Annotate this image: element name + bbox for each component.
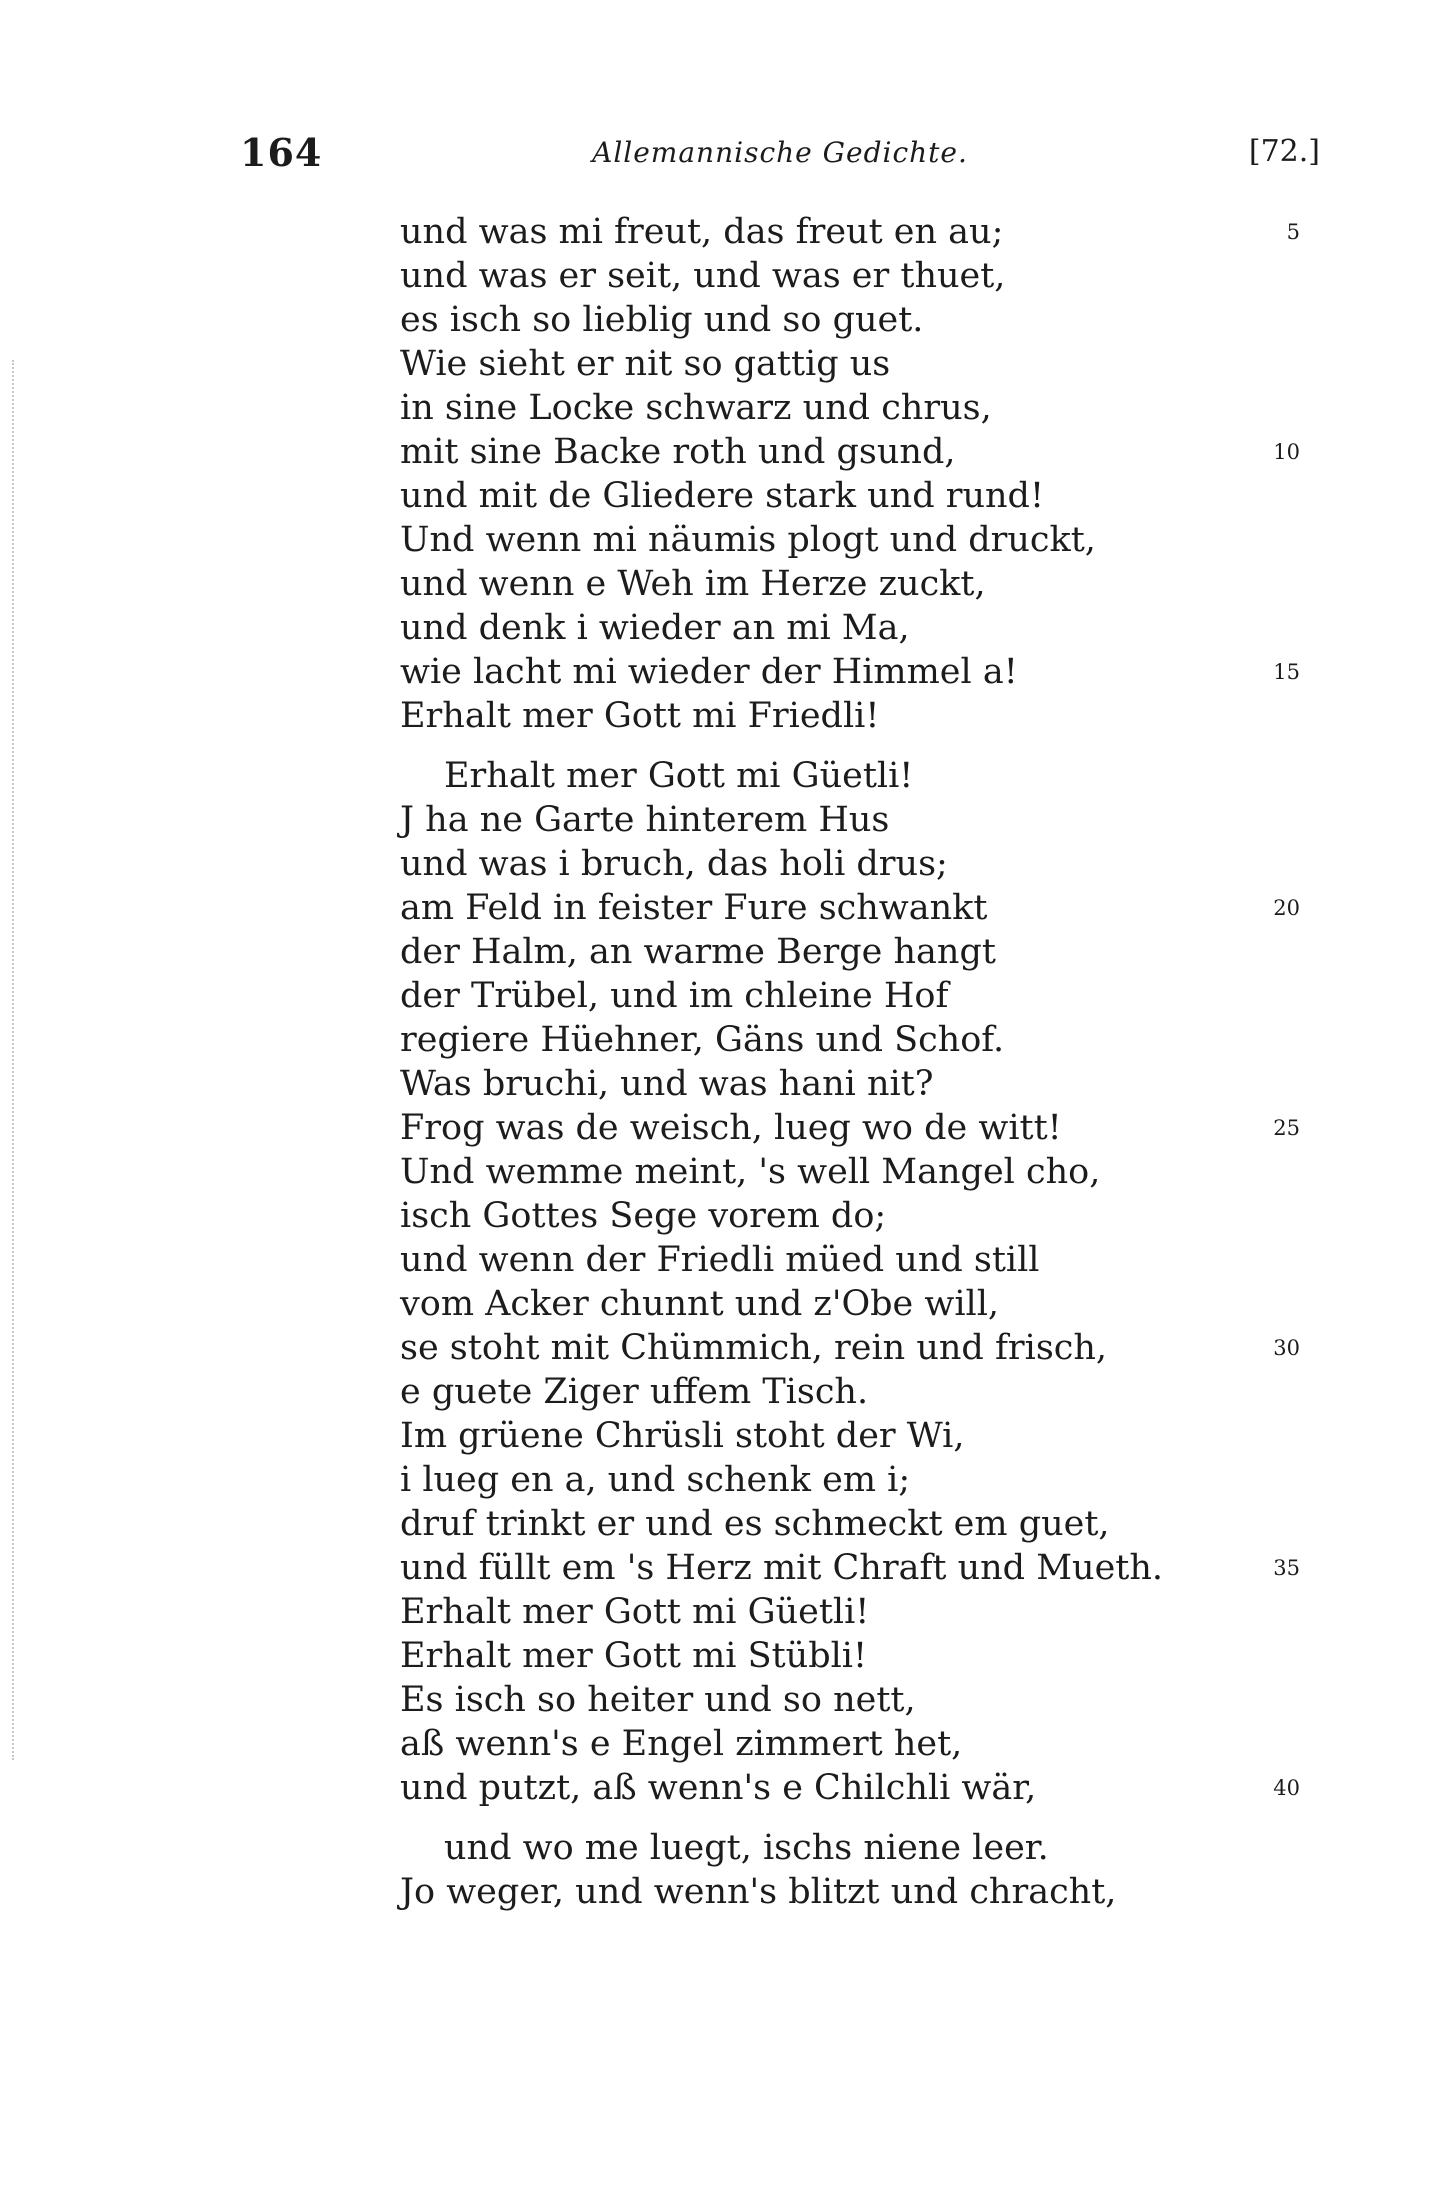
poem-line-text: e guete Ziger uffem Tisch. bbox=[400, 1372, 869, 1412]
poem-line-text: isch Gottes Sege vorem do; bbox=[400, 1196, 887, 1236]
poem-line-text: Erhalt mer Gott mi Güetli! bbox=[444, 756, 914, 796]
poem-line bbox=[400, 1826, 1300, 1870]
poem-line bbox=[400, 930, 1300, 974]
poem-line bbox=[400, 1914, 1300, 1958]
poem-line-text: Wie sieht er nit so gattig us bbox=[400, 344, 891, 384]
poem-line bbox=[400, 1766, 1300, 1810]
poem-line bbox=[400, 2002, 1300, 2046]
poem-line-text: regiere Hüehner, Gäns und Schof. bbox=[400, 1020, 1005, 1060]
poem-line bbox=[400, 606, 1300, 650]
poem-line-text: und wo me luegt, ischs niene leer. bbox=[444, 1828, 1049, 1868]
poem-line bbox=[400, 210, 1300, 254]
margin-dotted-line bbox=[12, 360, 20, 1760]
poem-line-text: Erhalt mer Gott mi Stübli! bbox=[400, 1636, 868, 1676]
poem-line bbox=[400, 1458, 1300, 1502]
poem-body bbox=[400, 210, 1300, 2090]
poem-line-text: i lueg en a, und schenk em i; bbox=[400, 1460, 911, 1500]
poem-line bbox=[400, 562, 1300, 606]
poem-line-text: und wenn der Friedli müed und still bbox=[400, 1240, 1040, 1280]
poem-line-text: und putzt, aß wenn's e Chilchli wär, bbox=[400, 1768, 1037, 1808]
poem-line-text: Und wenn mi näumis plogt und druckt, bbox=[400, 520, 1096, 560]
poem-line-text: Im grüene Chrüsli stoht der Wi, bbox=[400, 1416, 965, 1456]
poem-line-text: Frog was de weisch, lueg wo de witt! bbox=[400, 1108, 1062, 1148]
poem-line-text: Was bruchi, und was hani nit? bbox=[400, 1064, 934, 1104]
line-number: 20 bbox=[1273, 896, 1300, 920]
poem-line-text: und füllt em 's Herz mit Chraft und Mueth. bbox=[400, 1548, 1164, 1588]
poem-line-text: vom Acker chunnt und z'Obe will, bbox=[400, 1284, 1000, 1324]
line-number: 40 bbox=[1273, 1776, 1300, 1800]
poem-line-text: es isch so lieblig und so guet. bbox=[400, 300, 924, 340]
poem-line-text: und wenn e Weh im Herze zuckt, bbox=[400, 564, 986, 604]
poem-line bbox=[400, 694, 1300, 738]
poem-line-text: Erhalt mer Gott mi Güetli! bbox=[400, 1592, 870, 1632]
poem-line-text: und was mi freut, das freut en au; bbox=[400, 212, 1004, 252]
poem-line bbox=[400, 842, 1300, 886]
poem-line-text: se stoht mit Chümmich, rein und frisch, bbox=[400, 1328, 1108, 1368]
page-number: 164 bbox=[240, 130, 323, 175]
running-title: Allemannische Gedichte. bbox=[592, 136, 968, 169]
poem-line bbox=[400, 1062, 1300, 1106]
poem-line-text: Es isch so heiter und so nett, bbox=[400, 1680, 916, 1720]
poem-line-text: und mit de Gliedere stark und rund! bbox=[400, 476, 1045, 516]
poem-line bbox=[400, 1194, 1300, 1238]
page-header bbox=[240, 130, 1320, 190]
poem-line bbox=[400, 518, 1300, 562]
poem-line bbox=[400, 974, 1300, 1018]
poem-line bbox=[400, 650, 1300, 694]
poem-line bbox=[400, 1238, 1300, 1282]
poem-line bbox=[400, 1958, 1300, 2002]
poem-line-text: und was i bruch, das holi drus; bbox=[400, 844, 948, 884]
poem-line bbox=[400, 474, 1300, 518]
poem-line bbox=[400, 1546, 1300, 1590]
poem-line-text: am Feld in feister Fure schwankt bbox=[400, 888, 988, 928]
poem-line bbox=[400, 1282, 1300, 1326]
poem-line bbox=[400, 386, 1300, 430]
line-number: 10 bbox=[1273, 440, 1300, 464]
poem-line bbox=[400, 1502, 1300, 1546]
poem-line bbox=[400, 886, 1300, 930]
poem-line bbox=[400, 430, 1300, 474]
poem-line-text: Jo weger, und wenn's blitzt und chracht, bbox=[400, 1872, 1117, 1912]
poem-line bbox=[400, 298, 1300, 342]
poem-line-text: Und wemme meint, 's well Mangel cho, bbox=[400, 1152, 1101, 1192]
poem-line bbox=[400, 798, 1300, 842]
poem-line bbox=[400, 1370, 1300, 1414]
poem-line bbox=[400, 2046, 1300, 2090]
poem-line-text: druf trinkt er und es schmeckt em guet, bbox=[400, 1504, 1110, 1544]
poem-line bbox=[400, 1722, 1300, 1766]
line-number: 25 bbox=[1273, 1116, 1300, 1140]
poem-line bbox=[400, 1150, 1300, 1194]
poem-line bbox=[400, 1678, 1300, 1722]
line-number: 35 bbox=[1273, 1556, 1300, 1580]
poem-line-text: Erhalt mer Gott mi Friedli! bbox=[400, 696, 880, 736]
poem-line-text: mit sine Backe roth und gsund, bbox=[400, 432, 956, 472]
poem-line-text: und denk i wieder an mi Ma, bbox=[400, 608, 910, 648]
poem-line bbox=[400, 1634, 1300, 1678]
poem-line bbox=[400, 1106, 1300, 1150]
poem-line-text: wie lacht mi wieder der Himmel a! bbox=[400, 652, 1018, 692]
page-reference: [72.] bbox=[1248, 134, 1320, 169]
poem-line bbox=[400, 254, 1300, 298]
poem-line bbox=[400, 1870, 1300, 1914]
poem-line-text: der Halm, an warme Berge hangt bbox=[400, 932, 996, 972]
poem-line-text: der Trübel, und im chleine Hof bbox=[400, 976, 949, 1016]
poem-line bbox=[400, 1018, 1300, 1062]
line-number: 5 bbox=[1286, 220, 1300, 244]
poem-line-text: und was er seit, und was er thuet, bbox=[400, 256, 1006, 296]
poem-line-text: aß wenn's e Engel zimmert het, bbox=[400, 1724, 963, 1764]
line-number: 15 bbox=[1273, 660, 1300, 684]
poem-line-text: in sine Locke schwarz und chrus, bbox=[400, 388, 992, 428]
poem-line bbox=[400, 342, 1300, 386]
line-number: 30 bbox=[1273, 1336, 1300, 1360]
poem-line bbox=[400, 1590, 1300, 1634]
poem-line bbox=[400, 1414, 1300, 1458]
poem-line-text: J ha ne Garte hinterem Hus bbox=[400, 800, 890, 840]
poem-line bbox=[400, 1326, 1300, 1370]
poem-line bbox=[400, 754, 1300, 798]
